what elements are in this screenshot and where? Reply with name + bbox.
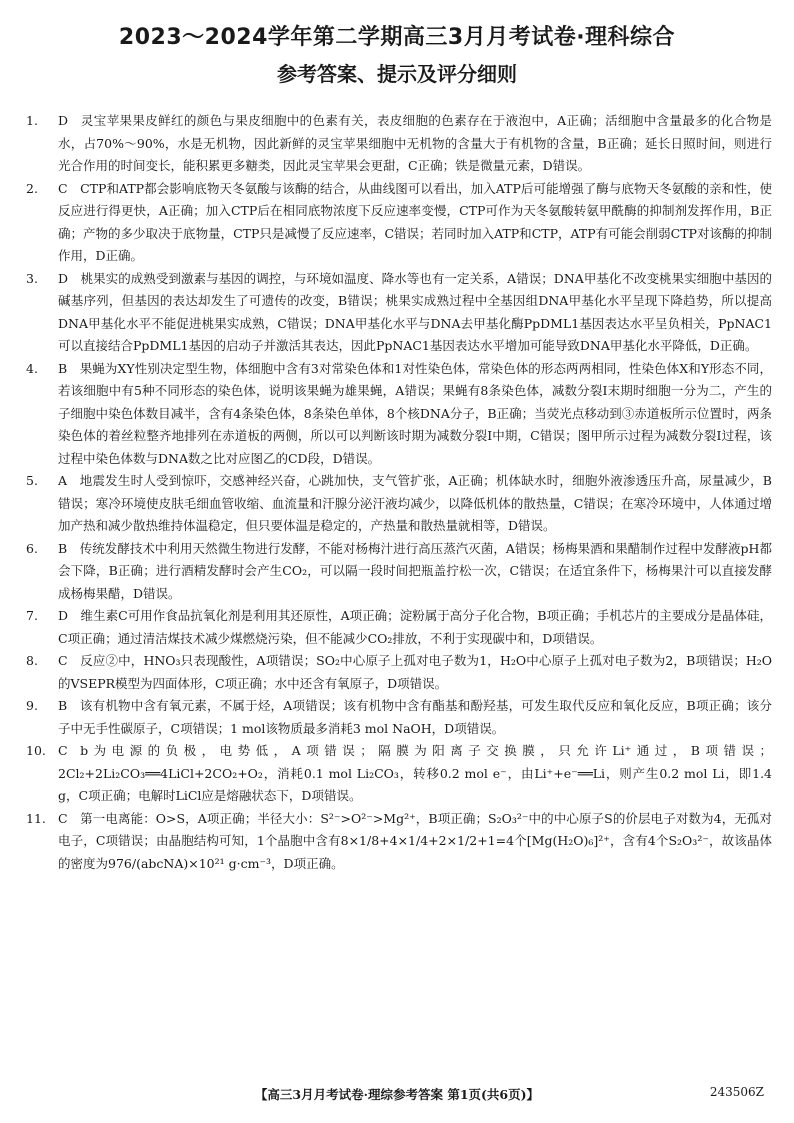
document-code: 243506Z (709, 1085, 764, 1099)
answer-number: 11. (26, 810, 46, 826)
answer-explanation: 桃果实的成熟受到激素与基因的调控，与环境如温度、降水等也有一定关系，A错误；DNA甲基化不改变桃果实细胞中基因的碱基序列，但基因的表达却发生了可遗传的改变，B错误；桃果实成熟过程中全基因组DNA甲基化水平呈现下降趋势，所以提高DNA甲基化水平不能促进桃果实成熟，C错误；DNA甲基化水平与DNA去甲基化酶PpDML1基因表达水平呈负相关，PpNAC1可以直接结合PpDML1基因的启动子并激活其表达，因此PpNAC1基因表达水平增加可能导致DNA甲基化水平降低，D正确。 (58, 270, 772, 353)
answer-number: 4. (26, 360, 38, 376)
answer-number: 3. (26, 270, 38, 286)
answer-choice: C (58, 653, 68, 668)
answer-item (26, 650, 772, 695)
answer-number: 1. (26, 113, 38, 128)
answer-list (26, 110, 772, 875)
answer-explanation: 维生素C可用作食品抗氧化剂是利用其还原性，A项正确；淀粉属于高分子化合物，B项正确；手机芯片的主要成分是晶体硅，C项正确；通过清洁煤技术减少煤燃烧污染，但不能减少CO₂排放，不利于实现碳中和，D项错误。 (58, 608, 772, 646)
page-footer: 【高三3月月考试卷·理综参考答案 第1页(共6页)】 (254, 1087, 540, 1102)
answer-choice: B (58, 360, 68, 376)
answer-number: 6. (26, 540, 38, 556)
answer-item (26, 605, 772, 650)
answer-explanation: 传统发酵技术中利用天然微生物进行发酵，不能对杨梅汁进行高压蒸汽灭菌，A错误；杨梅果酒和果醋制作过程中发酵液pH都会下降，B正确；进行酒精发酵时会产生CO₂，可以隔一段时间把瓶盖拧松一次，C错误；在适宜条件下，杨梅果汁可以直接发酵成杨梅果醋，D错误。 (58, 540, 772, 601)
answer-explanation: 反应②中，HNO₃只表现酸性，A项错误；SO₂中心原子上孤对电子数为1，H₂O中心原子上孤对电子数为2，B项错误；H₂O的VSEPR模型为四面体形，C项正确；水中还含有氧原子，D项错误。 (58, 653, 772, 691)
answer-number: 2. (26, 180, 38, 196)
answer-explanation: b为电源的负极，电势低，A项错误；隔膜为阳离子交换膜，只允许Li⁺通过，B项错误；2Cl₂+2Li₂CO₃══4LiCl+2CO₂+O₂，消耗0.1 mol Li₂CO₃，转移0.2 mol e⁻，由Li⁺+e⁻══Li，则产生0.2 mol Li，即1.4 g，C项正确；电解时LiCl应是熔融状态下，D项错误。 (58, 743, 772, 803)
answer-number: 9. (26, 698, 38, 713)
answer-choice: D (58, 113, 69, 128)
answer-number: 7. (26, 608, 38, 623)
answer-item (26, 695, 772, 740)
answer-explanation: CTP和ATP都会影响底物天冬氨酸与该酶的结合，从曲线图可以看出，加入ATP后可能增强了酶与底物天冬氨酸的亲和性，使反应进行得更快，A正确；加入CTP后在相同底物浓度下反应速率变慢，CTP可作为天冬氨酸转氨甲酰酶的抑制剂发挥作用，B正确；产物的多少取决于底物量，CTP只是减慢了反应速率，C错误；若同时加入ATP和CTP，ATP有可能会削弱CTP对该酶的抑制作用，D正确。 (58, 180, 772, 263)
answer-explanation: 该有机物中含有氧元素，不属于烃，A项错误；该有机物中含有酯基和酚羟基，可发生取代反应和氧化反应，B项正确；该分子中无手性碳原子，C项错误；1 mol该物质最多消耗3 mol NaOH，D项错误。 (58, 698, 772, 736)
answer-choice: C (58, 810, 68, 826)
answer-explanation: 地震发生时人受到惊吓，交感神经兴奋，心跳加快，支气管扩张，A正确；机体缺水时，细胞外液渗透压升高，尿量减少，B错误；寒冷环境使皮肤毛细血管收缩、血流量和汗腺分泌汗液均减少，以降低机体的散热量，C错误；在寒冷环境中，人体通过增加产热和减少散热维持体温稳定，但只要体温是稳定的，产热量和散热量就相等，D错误。 (58, 473, 772, 533)
answer-explanation: 第一电离能：O>S，A项正确；半径大小：S²⁻>O²⁻>Mg²⁺，B项正确；S₂O₃²⁻中的中心原子S的价层电子对数为4，无孤对电子，C项错误；由晶胞结构可知，1个晶胞中含有8×1/8+4×1/4+2×1/2+1=4个[Mg(H₂O)₆]²⁺，含有4个S₂O₃²⁻，故该晶体的密度为976/(abcNA)×10²¹ g·cm⁻³，D项正确。 (58, 810, 772, 871)
answer-item (26, 808, 772, 876)
answer-number: 10. (26, 743, 46, 758)
answer-choice: C (58, 743, 68, 758)
answer-item (26, 110, 772, 178)
answer-choice: A (58, 473, 68, 488)
page-title: 2023～2024学年第二学期高三3月月考试卷·理科综合 (118, 25, 676, 50)
answer-explanation: 灵宝苹果果皮鲜红的颜色与果皮细胞中的色素有关，表皮细胞的色素存在于液泡中，A正确；活细胞中含量最多的化合物是水，占70%～90%，水是无机物，因此新鲜的灵宝苹果细胞中无机物的含量大于有机物的含量，B正确；延长日照时间，则进行光合作用的时间变长，能积累更多糖类，因此灵宝苹果会更甜，C正确；铁是微量元素，D错误。 (58, 113, 772, 173)
answer-explanation: 果蝇为XY性别决定型生物，体细胞中含有3对常染色体和1对性染色体，常染色体的形态两两相同，性染色体X和Y形态不同，若该细胞中有5种不同形态的染色体，说明该果蝇为雄果蝇，A错误；果蝇有8条染色体，减数分裂Ⅰ末期时细胞一分为二，产生的子细胞中染色体数目减半，含有4条染色体，8条染色单体，8个核DNA分子，B正确；当荧光点移动到③赤道板所示位置时，两条染色体的着丝粒整齐地排列在赤道板的两侧，所以可以判断该时期为减数分裂Ⅰ中期，C错误；图甲所示过程为减数分裂Ⅰ过程，该过程中染色体数与DNA数之比对应图乙的CD段，D错误。 (58, 360, 772, 466)
answer-choice: D (58, 270, 69, 286)
answer-item (26, 538, 772, 606)
answer-choice: D (58, 608, 69, 623)
answer-item (26, 268, 772, 358)
answer-item (26, 470, 772, 538)
answer-number: 5. (26, 473, 38, 488)
page-subtitle: 参考答案、提示及评分细则 (277, 62, 517, 86)
answer-item (26, 740, 772, 808)
answer-choice: B (58, 698, 68, 713)
answer-item (26, 358, 772, 471)
answer-choice: C (58, 180, 68, 196)
answer-item (26, 178, 772, 268)
answer-choice: B (58, 540, 68, 556)
answer-number: 8. (26, 653, 38, 668)
